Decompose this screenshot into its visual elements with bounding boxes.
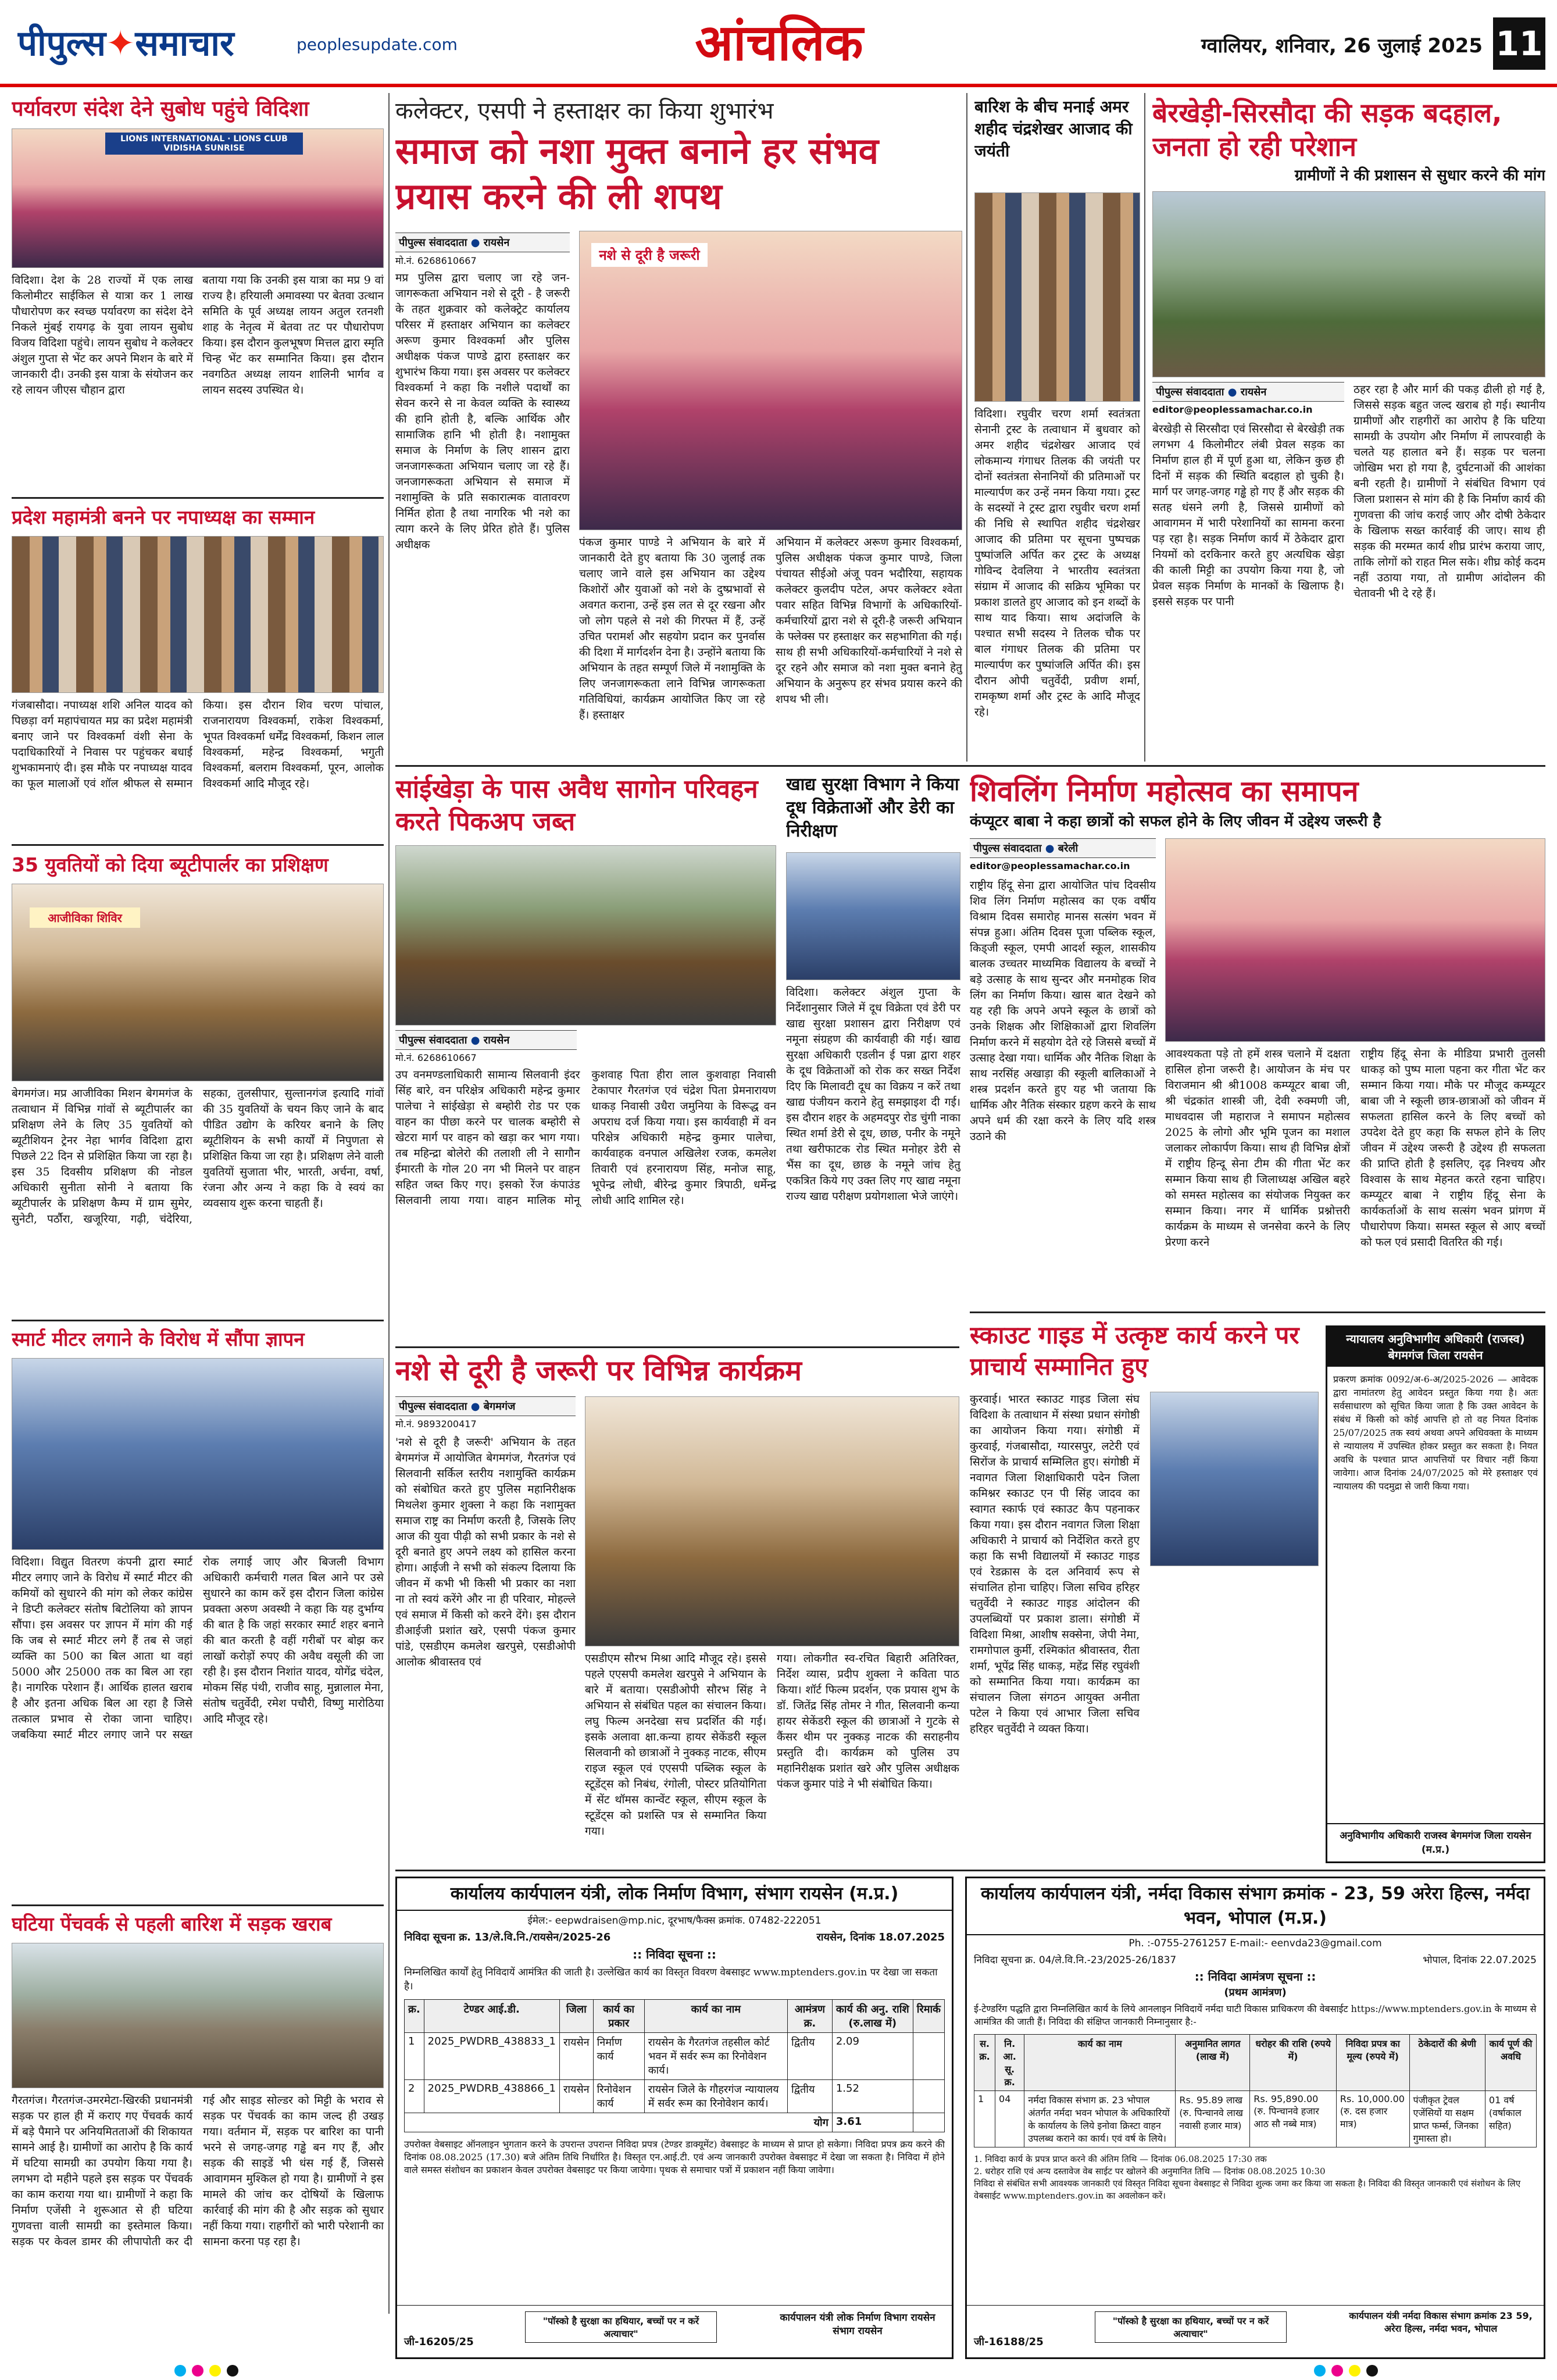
byline bbox=[970, 838, 1156, 858]
photo-banner: नशे से दूरी है जरूरी bbox=[591, 243, 708, 267]
section-title: आंचलिक bbox=[695, 14, 863, 72]
table-header: कार्य की अनु. राशि (रु.लाख में) bbox=[832, 2000, 913, 2033]
story-separator bbox=[395, 1346, 959, 1348]
headline: सांईखेड़ा के पास अवैध सागोन परिवहन करते पिकअप जब्त bbox=[395, 774, 758, 837]
table-row bbox=[405, 2033, 945, 2080]
magenta-mark-icon bbox=[192, 2365, 203, 2377]
table-cell: रिनोवेशन कार्य bbox=[593, 2080, 644, 2113]
story-body-col1: विदिशा। देश के 28 राज्यों में एक लाख किलोमीटर साईकिल से यात्रा कर 1 लाख पौधारोपण कर स्वच्छ पर्यावरण का संदेश देने निकले मुंबई रायगढ़ के युवा लायन सुबोध विजय विदिशा पहुंचे। लायन सुबोध ने कलेक्टर अंशुल गुप्ता से भेंट कर अपने मिशन के बारे में जानकारी दी। उनकी इस यात्रा के संयोजन कर रहे लायन जीएस चौहान द्वारा bbox=[12, 274, 193, 396]
page-number: 11 bbox=[1493, 17, 1545, 70]
byline bbox=[1152, 382, 1344, 402]
table-header: ठेकेदारों की श्रेणी bbox=[1409, 2035, 1485, 2091]
total-value: 3.61 bbox=[832, 2113, 913, 2132]
tender-title: कार्यालय कार्यपालन यंत्री, लोक निर्माण विभाग, संभाग रायसेन (म.प्र.) bbox=[397, 1878, 952, 1911]
story-separator bbox=[12, 844, 384, 846]
story-body: उप वनमण्डलाधिकारी सामान्य सिलवानी इंदर सिंह बारे, वन परिक्षेत्र अधिकारी महेन्द्र कुमार पालेचा ने सांईखेड़ा से बम्होरी रोड पर एक वाहन का पीछा करने पर चालक बम्होरी से खेटरा मार्ग पर वाहन को खड़ा कर भाग गया। तब महिन्द्रा बोलेरो की तलाशी ली ने सागौन ईमारती के गोल 20 नग भी मिलने पर वाहन सहित जब्त किए गए। इसको रेंज कंपाउंड सिलवानी लाया गया। वाहन मालिक मोनू कुशवाह पिता हीरा लाल कुशवाहा निवासी टेकापार गैरतगंज एवं चंद्रेश पिता प्रेमनारायण धाकड़ निवासी उधैरा जमुनिया के विरूद्ध वन अपराध दर्ज किया गया। इस कार्यवाही में वन परिक्षेत्र अधिकारी महेन्द्र कुमार पालेचा, कार्यवाहक वनपाल अखिलेश रजक, कमलेश तिवारी एवं हरनारायण सिंह, मनोज साहू, भूपेन्द्र लोधी, बीरेन्द्र कुमार त्रिपाठी, धर्मेन्द्र लोधी आदि शामिल रहे। bbox=[395, 1069, 776, 1207]
table-cell: द्वितीय bbox=[788, 2080, 833, 2113]
story-body: विदिशा। विद्युत वितरण कंपनी द्वारा स्मार्ट मीटर लगाए जाने के विरोध में स्मार्ट मीटर की कमियों को सुधारने की मांग को लेकर कांग्रेस ने डिप्टी कलेक्टर संतोष बिटोलिया को ज्ञापन सौंपा। इस अवसर पर ज्ञापन में मांग की गई कि जब से स्मार्ट मीटर लगे हैं तब से जहां व्यक्ति का 500 का बिल आता था वहां 5000 और 25000 तक का बिल आ रहा है। नागरिक परेशान हैं। आर्थिक हालत खराब है और इतना अधिक बिल आ रहा है जिसे तत्काल प्रभाव से रोका जाना चाहिए। जबकिया स्मार्ट मीटर लगाए जाने पर सख्त रोक लगाई जाए और बिजली विभाग अधिकारी कर्मचारी गलत बिल आने पर उसे सुधारने का काम करें इस दौरान जिला कांग्रेस प्रवक्ता अरुण अवस्थी ने कहा कि यह दुर्भाग्य की बात है कि जहां सरकार स्मार्ट शहर बनाने की बात करती है वहीं गरीबों पर बोझ कर लाखों करोड़ों रुपए की अवैध वसूली की जा रही है। इस दौरान निशांत यादव, योगेंद्र चंदेल, मोकम सिंह पंथी, राजीव साहू, मुन्नालाल मेना, संतोष चतुर्वेदी, रमेश पचौरी, विष्णु मारोठिया आदि मौजूद रहे। bbox=[12, 1556, 384, 1741]
tender-title: कार्यालय कार्यपालन यंत्री, नर्मदा विकास संभाग क्रमांक - 23, 59 अरेरा हिल्स, नर्मदा भवन, भोपाल (म.प्र.) bbox=[967, 1878, 1544, 1935]
photo-azad-statue bbox=[974, 192, 1140, 402]
table-cell: Rs. 95.89 लाख (रु. पिन्चानवे लाख नवासी हजार मात्र) bbox=[1176, 2091, 1250, 2147]
mobile-number: मो.नं. 6268610667 bbox=[395, 1052, 477, 1063]
byline-name: पीपुल्स संवाददाता bbox=[973, 842, 1042, 855]
column-divider bbox=[966, 93, 967, 762]
story-scout-guide bbox=[970, 1320, 1319, 1866]
tender-notes bbox=[967, 2151, 1544, 2238]
tender-ref-date: भोपाल, दिनांक 22.07.2025 bbox=[1423, 1954, 1537, 1966]
total-label: योग bbox=[405, 2113, 833, 2132]
headline: खाद्य सुरक्षा विभाग ने किया दूध विक्रेताओं और डेरी का निरीक्षण bbox=[786, 774, 959, 841]
table-cell: Rs. 95,890.00 (रु. पिन्चानवे हजार आठ सौ नब्बे मात्र) bbox=[1250, 2091, 1337, 2147]
story-body-col1: कुरवाई। भारत स्काउट गाइड जिला संघ विदिशा के तत्वाधान में संस्था प्रधान संगोष्ठी का आयोजन किया गया। संगोष्ठी में कुरवाई, गंजबासौदा, ग्यारसपुर, लटेरी एवं सिरोंज के प्राचार्य सम्मिलित हुए। संगोष्ठी में नवागत जिला शिक्षाधिकारी पदेन जिला कमिश्नर स्काउट एन पी सिंह जादव का स्वागत स्कार्फ एवं स्काउट कैप पहनाकर किया गया। इस दौरान नवागत जिला शिक्षा अधिकारी ने प्राचार्य को निर्देशित करते हुए कहा कि सभी विद्यालयों में स्काउट गाइड एवं रेडक्रास के दल अनिवार्य रूप से संचालित होना चाहिए। जिला सचिव हरिहर चतुर्वेदी ने स्काउट गाइड आंदोलन की उपलब्धियों पर प्रकाश डाला। संगोष्ठी में विदिशा मिश्रा, आशीष सक्सेना, जेपी नेमा, रामगोपाल कुर्मी, रश्मिकांत श्रीवास्तव, रीता शर्मा, भूपेंद्र सिंह धाकड़, महेंद्र सिंह रघुवंशी को सम्मानित किया गया। कार्यक्रम का संचालन जिला संगठन आयुक्त अनीता पटेल ने किया एवं आभार जिला सचिव हरिहर चतुर्वेदी ने व्यक्त किया। bbox=[970, 1393, 1140, 1735]
photo-training-camp bbox=[12, 884, 384, 1081]
table-total-row bbox=[405, 2113, 945, 2132]
story-body-col3: अभियान में कलेक्टर अरूण कुमार विश्वकर्मा, पुलिस अधीक्षक पंकज कुमार पाण्डे, जिला पंचायत सीईओ अंजू पवन भदौरिया, सहायक कलेक्टर कुलदीप पटेल, अपर कलेक्टर श्वेता पवार सहित विभिन्न विभागों के अधिकारियों-कर्मचारियों द्वारा नशे से दूरी-है जरूरी अभियान के फ्लेक्स पर हस्ताक्षर कर सहभागिता की गई। साथ ही सभी अधिकारियों-कर्मचारियों ने नशे से दूर रहने और समाज को नशा मुक्त बनाने हेतु अभियान के अनुरूप हर संभव प्रयास करने की शपथ भी ली। bbox=[776, 536, 962, 706]
byline-name: पीपुल्स संवाददाता bbox=[1156, 386, 1224, 398]
byline bbox=[395, 1396, 576, 1416]
note-item: 1. निविदा कार्य के प्रपत्र प्राप्त करने की अंतिम तिथि — दिनांक 06.08.2025 17:30 तक bbox=[974, 2154, 1267, 2164]
cyan-mark-icon bbox=[174, 2365, 186, 2377]
table-cell: रायसेन जिले के गौहरगंज न्यायालय में सर्वर रूम का रिनोवेशन कार्य। bbox=[644, 2080, 787, 2113]
table-header: कार्य का नाम bbox=[1024, 2035, 1176, 2091]
table-cell: निर्माण कार्य bbox=[593, 2033, 644, 2080]
tender-intro: ई-टेण्डरिंग पद्धति द्वारा निम्नलिखित कार्य के लिये आनलाइन निविदायें नर्मदा घाटी विकास प्राधिकरण की वेबसाईट https://www.mptenders.gov.in के माध्यम से आमंत्रित की जाती हैं। निविदा की संक्षिप्त जानकारी निम्नानुसार है:- bbox=[974, 2003, 1537, 2027]
tender-ref-no: निविदा सूचना क्र. 04/ले.वि.नि.-23/2025-26/1837 bbox=[974, 1954, 1177, 1966]
story-nashe-se-doori bbox=[395, 1353, 959, 1865]
photo-dairy-inspection bbox=[786, 852, 960, 980]
table-header: कार्य का नाम bbox=[644, 2000, 787, 2033]
newspaper-logo[interactable] bbox=[17, 17, 291, 70]
website-link[interactable]: peoplesupdate.com bbox=[297, 35, 458, 54]
masthead bbox=[0, 0, 1557, 87]
headline: स्काउट गाइड में उत्कृष्ट कार्य करने पर प्राचार्य सम्मानित हुए bbox=[970, 1321, 1299, 1381]
story-body: गैरतगंज। गैरतगंज-उमरमेटा-खिरकी प्रधानमंत्री सड़क पर हाल ही में कराए गए पेंचवर्क कार्य में बड़े पैमाने पर अनियमितताओं की शिकायत सामने आई है। ग्रामीणों का आरोप है कि कार्य में घटिया सामग्री का उपयोग किया गया है। लगभग दो महीने पहले इस सड़क पर पेंचवर्क का काम कराया गया था। ग्रामीणों ने कहा कि निर्माण एजेंसी ने शुरूआत से ही घटिया गुणवत्ता वाली सामग्री का इस्तेमाल किया। सड़क पर केवल डामर की लीपापोती कर दी गई और साइड सोल्डर को मिट्टी के भराव से सड़क पर पेंचवर्क का काम जल्द ही उखड़ गया। वर्तमान में, सड़क पर बारिश का पानी भरने से जगह-जगह गड्ढे बन गए हैं, और सड़क की साइडें भी धंस गई हैं, जिससे आवागमन मुश्किल हो गया है। ग्रामीणों ने इस मामले की जांच कर दोषियों के खिलाफ कार्रवाई की मांग की है और सड़क को सुधार नहीं किया गया। राहगीरों को भारी परेशानी का सामना करना पड़ रहा है। bbox=[12, 2094, 384, 2248]
headline: घटिया पेंचवर्क से पहली बारिश में सड़क खराब bbox=[12, 1913, 332, 1935]
tender-contact: ईमेल:- eepwdraisen@mp.nic, दूरभाष/फैक्स क्रमांक. 07482-222051 bbox=[527, 1915, 822, 1927]
table-cell: द्वितीय bbox=[788, 2033, 833, 2080]
story-body: बेगमगंज। मप्र आजीविका मिशन बेगमगंज के तत्वाधान में विभिन्न गांवों से ब्यूटीपार्लर का प्रशिक्षण लेने के लिए 35 युवतियों को ब्यूटीशियन ट्रेनर नेहा भार्गव विदिशा द्वारा पिछले 22 दिन से प्रशिक्षित किया जा रहा है। इस 35 दिवसीय प्रशिक्षण की नोडल अधिकारी सुनीता सोनी ने बताया कि ब्यूटीपार्लर के प्रशिक्षण कैम्प में ग्राम सुमेर, सुनेटी, पर्ठौरा, खजूरिया, गढ़ी, चंदेरिया, सहका, तुलसीपार, सुल्तानगंज इत्यादि गांवों की 35 युवतियों के चयन किए जाने के बाद पीडित उद्योग के करियर बनाने के लिए ब्यूटीशियन के सभी कार्यों में निपुणता से प्रशिक्षित किया जा रहा है। प्रशिक्षण लेने वाली युवतियों सुजाता भीर, भारती, अर्चना, वर्षा, रंजना और अन्य ने कहा कि वे स्वयं का व्यवसाय शुरू करना चाहती हैं। bbox=[12, 1087, 384, 1225]
court-notice bbox=[1326, 1325, 1545, 1863]
star-icon: ✦ bbox=[106, 23, 135, 64]
table-cell: 2025_PWDRB_438866_1 bbox=[424, 2080, 559, 2113]
tender-slogan: "पॉस्को है सुरक्षा का हथियार, बच्चों पर न करें अत्याचार" bbox=[525, 2311, 717, 2343]
tender-footnote: उपरोक्त वेबसाइट ऑनलाइन भुगतान करने के उपरान्त उपरान्त निविदा प्रपत्र (टेण्डर डाक्यूमेंट) वेबसाइट के माध्यम से प्राप्त हो सकेगा। निविदा प्रपत्र क्रय करने की दिनांक 08.08.2025 (17.30) बजे अंतिम तिथि निर्धारित है। विस्तृत एन.आई.टी. एवं अन्य जानकारी उपरोक्त वेबसाइट में देखा जा सकता है। निविदा में होने वाले समस्त संशोधन का प्रकाशन केवल उपरोक्त वेबसाइट पर किया जायेगा। पृथक से समाचार पत्रों में प्रकाशन नहीं किया जावेगा। bbox=[404, 2139, 945, 2175]
headline: समाज को नशा मुक्त बनाने हर संभव प्रयास करने की ली शपथ bbox=[395, 130, 879, 217]
table-cell: 04 bbox=[995, 2091, 1024, 2147]
story-napadhyaksh bbox=[12, 505, 384, 842]
table-cell: 2 bbox=[405, 2080, 424, 2113]
table-header: आमंत्रण क्र. bbox=[788, 2000, 833, 2033]
tender-subtitle-2: (प्रथम आमंत्रण) bbox=[1224, 1986, 1287, 1999]
table-header: जिला bbox=[560, 2000, 594, 2033]
byline-name: पीपुल्स संवाददाता bbox=[399, 1400, 467, 1413]
blue-dot-icon: ● bbox=[1045, 842, 1055, 855]
photo-damaged-road bbox=[12, 1943, 384, 2088]
table-header: नि. आ. सू. क्र. bbox=[995, 2035, 1024, 2091]
table-cell bbox=[913, 2033, 944, 2080]
table-cell: 2.09 bbox=[832, 2033, 913, 2080]
notice-signature: अनुविभागीय अधिकारी राजस्व बेगमगंज जिला रायसेन (म.प्र.) bbox=[1327, 1823, 1544, 1861]
story-body-col1: बेरखेड़ी से सिरसौदा एवं सिरसौदा से बेरखेड़ी तक लगभग 4 किलोमीटर लंबी प्रेवल सड़क का निर्माण हाल ही में पूर्ण हुआ था, लेकिन कुछ ही दिनों में सड़क की स्थिति बदहाल हो चुकी है। मार्ग पर जगह-जगह गड्ढे हो गए हैं और सड़क की सतह धंसने लगी है, जिससे ग्रामीणों को आवागमन में भारी परेशानियों का सामना करना पड़ रहा है। सड़क निर्माण कार्य में ठेकेदार द्वारा नियमों को दरकिनार करते हुए अत्यधिक खेड़ा की काली मिट्टी का उपयोग किया गया है, जो प्रेवल सड़क निर्माण के मानकों के खिलाफ है। इससे सड़क पर पानी bbox=[1152, 423, 1344, 608]
story-body-col2: पंकज कुमार पाण्डे ने अभियान के बारे में जानकारी देते हुए बताया कि 30 जुलाई तक चलाए जाने वाले इस अभियान का उद्देश्य किशोरों और युवाओं को नशे के दुष्प्रभावों से अवगत कराना, उन्हें इस लत से दूर रखना और जो लोग पहले से नशे की गिरफ्त में हैं, उन्हें उचित परामर्श और सहयोग प्रदान कर पुनर्वास की दिशा में मार्गदर्शन देना है। उन्होंने बताया कि अभियान के तहत सम्पूर्ण जिले में नशामुक्ति के लिए जनजागरूकता लाने विभिन्न जागरूकता गतिविधियां, कार्यक्रम आयोजित किए जा रहे हैं। हस्ताक्षर bbox=[579, 536, 765, 721]
mobile-number: मो.नं. 6268610667 bbox=[395, 255, 477, 266]
photo-gravel-road bbox=[1152, 191, 1545, 377]
story-body-col2: आवश्यकता पड़े तो हमें शस्त्र चलाने में दक्षता हासिल होना जरूरी है। आयोजन के मंच पर विराजमान श्री श्री1008 कम्प्यूटर बाबा जी, श्री चंद्रकांत शास्त्री जी, देवी रुक्मणी जी, माधवदास जी महाराज ने समापन महोत्सव 2025 के लोगो और भूमि पूजन का मशाल जलाकर लोकार्पण किया। साथ ही विभिन्न क्षेत्रों में राष्ट्रीय हिन्दू सेना टीम की गीता भेंट कर सम्मान किया साथ ही जिलाध्यक्ष अखिल बहरे को समस्त महोत्सव का संयोजक नियुक्त कर सम्मान किया। नगर में धार्मिक प्रश्नोत्तरी कार्यक्रम के माध्यम से जनसेवा करने के लिए प्रेरणा करने bbox=[1165, 1048, 1350, 1249]
logo-text-2: समाचार bbox=[135, 23, 234, 64]
table-header: क्र. bbox=[405, 2000, 424, 2033]
headline: 35 युवतियों को दिया ब्यूटीपार्लर का प्रशिक्षण bbox=[12, 853, 328, 876]
story-body-col2: एसडीएम सौरभ मिश्रा आदि मौजूद रहे। इससे पहले एएसपी कमलेश खरपुसे ने अभियान के बारे में बताया। एसडीओपी सौरभ सिंह ने अभियान से संबंधित पहल का संचालन किया। लघु फिल्म अनदेखा सच प्रदर्शित की गई। इसके अलावा क्षा.कन्या हायर सेकेंडरी स्कूल सिलवानी को छात्राओं ने नुक्कड़ नाटक, सीएम राइज स्कूल एवं एएसपी पब्लिक स्कूल के स्टूडेंट्स को निबंध, रंगोली, पोस्टर प्रतियोगिता में सेंट थॉमस कान्वेंट स्कूल, सीएम स्कूल के स्टूडेंट्स को प्रशस्ति पत्र से सम्मानित किया गया। bbox=[585, 1652, 766, 1838]
story-body-col1: मप्र पुलिस द्वारा चलाए जा रहे जन-जागरूकता अभियान नशे से दूरी - है जरूरी के तहत शुक्रवार को कलेक्ट्रेट कार्यालय परिसर में हस्ताक्षर अभियान का कलेक्टर अरूण कुमार विश्वकर्मा और पुलिस अधीक्षक पंकज पाण्डे द्वारा हस्ताक्षर कर शुभारंभ किया गया। इस अवसर पर कलेक्टर विश्वकर्मा ने कहा कि नशीले पदार्थों का सेवन करने से ना केवल व्यक्ति के स्वास्थ्य की हानि होती है, बल्कि आर्थिक और सामाजिक हानि भी होती है। नशामुक्त समाज के निर्माण के लिए शासन द्वारा जनजागरूकता अभियान चलाए जा रहे हैं। जनजागरूकता अभियान से समाज में नशामुक्ति के प्रति सकारात्मक वातावरण निर्मित होता है तथा नागरिक भी नशे का त्याग करने के लिए प्रेरित होते हैं। पुलिस अधीक्षक bbox=[395, 271, 570, 551]
table-cell: 2025_PWDRB_438833_1 bbox=[424, 2033, 559, 2080]
subhead: ग्रामीणों ने की प्रशासन से सुधार करने की मांग bbox=[1294, 167, 1545, 184]
story-azad-jayanti bbox=[974, 96, 1140, 759]
blue-dot-icon: ● bbox=[470, 1034, 480, 1046]
tender-notice-pwd bbox=[395, 1877, 954, 2359]
story-berkhedi-road bbox=[1152, 96, 1545, 759]
table-header: निविदा प्रपत्र का मूल्य (रुपये में) bbox=[1336, 2035, 1409, 2091]
story-body-col1: 'नशे से दूरी है जरूरी' अभियान के तहत बेगमगंज में आयोजित बेगमगंज, गैरतगंज एवं सिलवानी सर्किल स्तरीय नशामुक्ति कार्यक्रम को संबोधित करते हुए पुलिस महानिरीक्षक मिथलेश कुमार शुक्ला ने कहा कि नशामुक्त समाज राष्ट्र का निर्माण करती है, जिसके लिए आज की युवा पीढ़ी को सभी प्रकार के नशे से दूरी बनाते हुए अपने लक्ष्य को हासिल करना होगा। आईजी ने सभी को संकल्प दिलाया कि जीवन में कभी भी किसी भी प्रकार का नशा ना तो स्वयं करेंगे और ना ही परिवार, मोहल्ले एवं समाज में किसी को करने देंगे। इस दौरान डीआईजी प्रशांत खरे, एसपी पंकज कुमार पांडे, एसडीएम कमलेश खरपुसे, एसडीओपी आलोक श्रीवास्तव एवं bbox=[395, 1436, 576, 1668]
blue-dot-icon: ● bbox=[1227, 386, 1237, 398]
byline bbox=[395, 1030, 577, 1050]
table-header: धरोहर की राशि (रुपये में) bbox=[1250, 2035, 1337, 2091]
story-smart-meter bbox=[12, 1327, 384, 1902]
mobile-number: मो.नं. 9893200417 bbox=[395, 1418, 477, 1430]
story-separator bbox=[395, 765, 1545, 767]
story-body: विदिशा। कलेक्टर अंशुल गुप्ता के निर्देशानुसार जिले में दूध विक्रेता एवं डेरी पर खाद्य सुरक्षा प्रशासन द्वारा निरीक्षण एवं नमूना संग्रहण की कार्यवाही की गई। खाद्य सुरक्षा अधिकारी एडलीन ई पन्ना द्वारा शहर के दूध विक्रेताओं को रोक कर सख्त निर्देश दिए कि मिलावटी दूध का विक्रय न करें तथा खाद्य पंजीयन कराने हेतु समझाइश दी गई। इस दौरान शहर के अहमदपुर रोड चुंगी नाका स्थित शर्मा डेरी से दूध, छाछ, पनीर के नमूने तथा खरीफाटक रोड स्थित मनोहर डेरी से भैंस का दूध, छाछ के नमूने जांच हेतु एकत्रित किये गए उक्त लिए गए खाद्य नमूना राज्य खाद्य परीक्षण प्रयोगशाला भेजे जाएंगे। bbox=[786, 986, 960, 1203]
photo-banner: आजीविका शिविर bbox=[30, 907, 140, 928]
table-cell: रायसेन के गैरतगंज तहसील कोर्ट भवन में सर्वर रूम का रिनोवेशन कार्य। bbox=[644, 2033, 787, 2080]
photo-banner: LIONS INTERNATIONAL · LIONS CLUB VIDISHA SUNRISE bbox=[105, 133, 303, 155]
table-cell: पंजीकृत ट्रेवल एजेंसियों या सक्षम प्राप्त फर्म्स, जिनका गुमास्ता हो। bbox=[1409, 2091, 1485, 2147]
dateline: ग्वालियर, शनिवार, 26 जुलाई 2025 bbox=[1201, 34, 1483, 58]
photo-police-program bbox=[585, 1396, 959, 1646]
story-body: गंजबासौदा। नपाध्यक्ष शशि अनिल यादव को पिछड़ा वर्ग महापंचायत मप्र का प्रदेश महामंत्री बनाए जाने पर विश्वकर्मा वंशी सेना के पदाधिकारियों ने निवास पर पहुंचकर बधाई शुभकामनाएं दी। इस मौके पर नपाध्यक्ष यादव का फूल मालाओं एवं शॉल श्रीफल से सम्मान किया। इस दौरान शिव चरण पांचाल, राजनारायण विश्वकर्मा, राकेश विश्वकर्मा, भूपत विश्वकर्मा धर्मेंद्र विश्वकर्मा, किशन लाल विश्वकर्मा, महेन्द्र विश्वकर्मा, भगुती विश्वकर्मा, बलराम विश्वकर्मा, पूरन, आलोक विश्वकर्मा आदि मौजूद रहे। bbox=[12, 699, 384, 790]
story-food-safety bbox=[786, 773, 960, 1343]
print-registration-strip bbox=[0, 2360, 1557, 2380]
table-cell: नर्मदा विकास संभाग क्र. 23 भोपाल अंतर्गत नर्मदा भवन भोपाल के अधिकारियों के कार्यालय के लिये इनोवा क्रिस्टा वाहन उपलब्ध कराने का कार्य। एवं वर्ष के लिये। bbox=[1024, 2091, 1176, 2147]
photo-mahotsav-stage bbox=[1165, 838, 1545, 1042]
byline-place: रायसेन bbox=[483, 1034, 510, 1046]
tender-contact: Ph. :-0755-2761257 E-mail:- eenvda23@gmail.com bbox=[1129, 1938, 1382, 1949]
cyan-mark-icon bbox=[1314, 2365, 1326, 2377]
tender-code: जी-16188/25 bbox=[974, 2336, 1044, 2348]
headline: शिवलिंग निर्माण महोत्सव का समापन bbox=[970, 774, 1359, 808]
story-body-col2: ठहर रहा है और मार्ग की पकड़ ढीली हो गई है, जिससे सड़क बहुत जल्द खराब हो गई। स्थानीय ग्रामीणों और राहगीरों का आरोप है कि घटिया सामग्री के उपयोग और निर्माण में लापरवाही के चलते यह हालात बने हैं। सड़क पर चलना जोखिम भरा हो गया है, दुर्घटनाओं की आशंका बनी रहती है। ग्रामीणों ने संबंधित विभाग एवं जिला प्रशासन से मांग की है कि निर्माण कार्य की गुणवत्ता की जांच कराई जाए और दोषी ठेकेदार के खिलाफ सख्त कार्रवाई की जाए। साथ ही सड़क की मरम्मत कार्य शीघ्र प्रारंभ कराया जाए, ताकि लोगों को राहत मिल सके। शीघ्र कोई कदम नहीं उठाया गया, तो ग्रामीण आंदोलन की चेतावनी भी दे रहे हैं। bbox=[1354, 383, 1545, 600]
table-cell: रायसेन bbox=[560, 2033, 594, 2080]
byline-place: बेगमगंज bbox=[483, 1400, 516, 1413]
blue-dot-icon: ● bbox=[470, 237, 480, 249]
tender-code: जी-16205/25 bbox=[404, 2336, 474, 2348]
photo-cycle-rally bbox=[12, 128, 384, 268]
black-mark-icon bbox=[227, 2365, 238, 2377]
story-collector-oath bbox=[395, 96, 962, 759]
table-header: अनुमानित लागत (लाख में) bbox=[1176, 2035, 1250, 2091]
table-header: रिमार्क bbox=[913, 2000, 944, 2033]
story-saingon bbox=[395, 773, 776, 1343]
byline-name: पीपुल्स संवाददाता bbox=[399, 1034, 467, 1046]
photo-memorandum bbox=[12, 1358, 384, 1550]
email-link[interactable]: editor@peoplessamachar.co.in bbox=[970, 860, 1130, 871]
tender-signature: कार्यपालन यंत्री लोक निर्माण विभाग रायसेन संभाग रायसेन bbox=[780, 2312, 935, 2337]
kicker: कलेक्टर, एसपी ने हस्ताक्षर का किया शुभारंभ bbox=[395, 98, 774, 124]
photo-seized-pickup bbox=[395, 845, 776, 1025]
tender-subtitle: :: निविदा सूचना :: bbox=[633, 1947, 716, 1961]
story-ghatiya-road bbox=[12, 1911, 384, 2359]
table-cell: 1 bbox=[974, 2091, 995, 2147]
headline: पर्यावरण संदेश देने सुबोध पहुंचे विदिशा bbox=[12, 97, 309, 121]
column-divider bbox=[1144, 93, 1145, 762]
magenta-mark-icon bbox=[1331, 2365, 1343, 2377]
yellow-mark-icon bbox=[209, 2365, 221, 2377]
table-cell bbox=[913, 2080, 944, 2113]
story-body-col3: गया। लोकगीत स्व-रचित बिहारी अतिरिक्त, निर्देश व्यास, प्रदीप शुक्ला ने कविता पाठ किया। शॉर्ट फिल्म प्रदर्शन, एक प्रयास शुभ के डॉ. जितेंद्र सिंह तोमर ने गीत, सिलवानी कन्या हायर सेकेंडरी स्कूल की छात्राओं ने गुटके से कैंसर थीम पर नुक्कड़ नाटक की सराहनीय प्रस्तुति दी। कार्यक्रम को पुलिस उप महानिरीक्षक प्रशांत खरे और पुलिस अधीक्षक पंकज कुमार पांडे ने भी संबोधित किया। bbox=[777, 1652, 959, 1791]
table-header: कार्य का प्रकार bbox=[593, 2000, 644, 2033]
table-row bbox=[405, 2080, 945, 2113]
tender-ref-no: निविदा सूचना क्र. 13/ले.वि.नि./रायसेन/2025-26 bbox=[404, 1931, 611, 1943]
byline-place: रायसेन bbox=[483, 237, 510, 249]
notice-body: प्रकरण क्रमांक 0092/अ-6-अ/2025-2026 — आवेदक द्वारा नामांतरण हेतु आवेदन प्रस्तुत किया गया है। अतः सर्वसाधारण को सूचित किया जाता है कि उक्त आवेदन के संबंध में किसी को कोई आपत्ति हो तो वह नियत दिनांक 25/07/2025 तक स्वयं अथवा अपने अधिवक्ता के माध्यम से न्यायालय में उपस्थित होकर प्रस्तुत कर सकता है। नियत अवधि के पश्चात प्राप्त आपत्तियों पर विचार नहीं किया जावेगा। आज दिनांक 24/07/2025 को मेरे हस्ताक्षर एवं न्यायालय की पदमुद्रा से जारी किया गया। bbox=[1333, 1374, 1538, 1492]
table-row bbox=[974, 2091, 1537, 2147]
table-cell: Rs. 10,000.00 (रु. दस हजार मात्र) bbox=[1336, 2091, 1409, 2147]
column-divider bbox=[388, 93, 390, 2314]
byline-place: बरेली bbox=[1058, 842, 1079, 855]
note-item: निविदा से संबंधित सभी आवश्यक जानकारी एवं विस्तृत निविदा सूचना वेबसाइट से निविदा शुल्क जमा कर किया जा सकता है। निविदा की विस्तृत जानकारी एवं संशोधन के लिए वेबसाईट www.mptenders.gov.in का अवलोकन करें। bbox=[974, 2178, 1521, 2201]
tender-slogan: "पॉस्को है सुरक्षा का हथियार, बच्चों पर न करें अत्याचार" bbox=[1095, 2311, 1287, 2343]
tender-table bbox=[974, 2034, 1537, 2147]
tender-signature: कार्यपालन यंत्री नर्मदा विकास संभाग क्रमांक 23 59, अरेरा हिल्स, नर्मदा भवन, भोपाल bbox=[1349, 2310, 1533, 2334]
story-vidisha-cycle bbox=[12, 96, 384, 497]
story-body-col2: बताया गया कि उनकी इस यात्रा का मप्र 9 वां राज्य है। हरियाली अमावस्या पर बेतवा उत्थान समिति के पूर्व अध्यक्ष लायन अतुल रतनशी शाह के नेतृत्व में बेतवा तट पर पौधारोपण किया। इस दौरान कुलभूषण मित्तल द्वारा स्मृति चिन्ह भेंट कर सम्मानित किया। इस दौरान नवगठित अध्यक्ष लायन शालिनी भार्गव व लायन सदस्य उपस्थित थे। bbox=[202, 274, 384, 396]
photo-felicitation bbox=[12, 536, 384, 693]
story-body-col1: राष्ट्रीय हिंदू सेना द्वारा आयोजित पांच दिवसीय शिव लिंग निर्माण महोत्सव का एक वर्षीय विश्राम दिवस समारोह मानस सत्संग भवन में संपन्न हुआ। अंतिम दिवस पूजा पब्लिक स्कूल, किड्जी स्कूल, एमपी आदर्श स्कूल, शासकीय बालक उच्चतर माध्यमिक विद्यालय के बच्चों ने बड़े उत्साह के साथ सुन्दर और मनमोहक शिव लिंग का निर्माण किया। खास बात देखने को यह रही कि अपने अपने स्कूल के छात्रों को उनके शिक्षक और शिक्षिकाओं द्वारा शिवलिंग निर्माण करने में सहयोग देते रहे जिससे बच्चों में उत्साह देखा गया। धार्मिक और नैतिक शिक्षा के साथ नरसिंह अखाड़ा की स्कूली बालिकाओं ने शस्त्र प्रदर्शन करते हुए यह भी जताया कि धार्मिक और नैतिक संस्कार ग्रहण करने के साथ अपने धर्म की रक्षा करने के लिए यदि शस्त्र उठाने की bbox=[970, 879, 1156, 1143]
byline bbox=[395, 233, 570, 252]
table-cell: 01 वर्ष (वर्षाकाल सहित) bbox=[1485, 2091, 1536, 2147]
photo-oath-ceremony bbox=[579, 231, 962, 530]
table-header: टेण्डर आई.डी. bbox=[424, 2000, 559, 2033]
note-item: 2. धरोहर राशि एवं अन्य दस्तावेज वेब साईट पर खोलने की अनुमानित तिथि — दिनांक 08.08.2025 10:30 bbox=[974, 2166, 1326, 2177]
tender-intro: निम्नलिखित कार्यों हेतु निविदायें आमंत्रित की जाती है। उल्लेखित कार्य का विस्तृत विवरण वेबसाइट www.mptenders.gov.in पर देखा जा सकता है। bbox=[404, 1967, 938, 1992]
story-separator bbox=[12, 1320, 384, 1321]
headline: नशे से दूरी है जरूरी पर विभिन्न कार्यक्रम bbox=[395, 1355, 802, 1387]
headline: प्रदेश महामंत्री बनने पर नपाध्यक्ष का सम्मान bbox=[12, 506, 315, 528]
tender-ref-date: रायसेन, दिनांक 18.07.2025 bbox=[816, 1931, 945, 1943]
byline-name: पीपुल्स संवाददाता bbox=[399, 237, 467, 249]
story-separator bbox=[12, 1904, 384, 1906]
table-header: स. क्र. bbox=[974, 2035, 995, 2091]
blue-dot-icon: ● bbox=[470, 1400, 480, 1413]
headline: बारिश के बीच मनाई अमर शहीद चंद्रशेखर आजाद की जयंती bbox=[974, 97, 1133, 160]
story-body: विदिशा। रघुवीर चरण शर्मा स्वतंत्रता सेनानी ट्रस्ट के तत्वाधान में बुधवार को अमर शहीद चंद्रशेखर आजाद एवं लोकमान्य गंगाधर तिलक की जयंती पर दोनों स्वतंत्रता सेनानियों की प्रतिमाओं पर माल्यार्पण कर उन्हें नमन किया गया। ट्रस्ट के सदस्यों ने ट्रस्ट द्वारा रघुवीर चरण शर्मा की निधि से स्थापित शहीद चंद्रशेखर आजाद की प्रतिमा पर सूचना पुष्पचक्र पुष्पांजलि अर्पित कर ट्रस्ट के अध्यक्ष गोविन्द देवलिया ने भारतीय स्वतंत्रता संग्राम में आजाद की सक्रिय भूमिका पर प्रकाश डालते हुए आजाद को इन शब्दों के साथ याद किया। साथ अदांजलि के पश्चात सभी सदस्य ने तिलक चौक पर बाल गंगाधर तिलक की प्रतिमा पर माल्यार्पण कर पुष्पांजलि अर्पित की। इस दौरान ओपी चतुर्वेदी, प्रवीण शर्मा, रामकृष्ण शर्मा और ट्रस्ट के आदि मौजूद रहे। bbox=[974, 408, 1140, 719]
story-separator bbox=[12, 497, 384, 499]
table-cell: 1 bbox=[405, 2033, 424, 2080]
tender-notice-nvda bbox=[965, 1877, 1545, 2359]
notice-title: न्यायालय अनुविभागीय अधिकारी (राजस्व) बेगमगंज जिला रायसेन bbox=[1327, 1327, 1544, 1367]
headline: स्मार्ट मीटर लगाने के विरोध में सौंपा ज्ञापन bbox=[12, 1328, 305, 1350]
table-header: कार्य पूर्ण की अवधि bbox=[1485, 2035, 1536, 2091]
yellow-mark-icon bbox=[1349, 2365, 1360, 2377]
tender-table bbox=[404, 1999, 945, 2132]
black-mark-icon bbox=[1366, 2365, 1378, 2377]
tender-subtitle: :: निविदा आमंत्रण सूचना :: bbox=[1194, 1970, 1316, 1984]
photo-scout-seminar bbox=[1150, 1392, 1319, 1566]
subhead: कंप्यूटर बाबा ने कहा छात्रों को सफल होने के लिए जीवन में उद्देश्य जरूरी है bbox=[970, 813, 1381, 830]
story-separator bbox=[395, 1870, 1545, 1871]
story-body-col3: राष्ट्रीय हिंदू सेना के मीडिया प्रभारी तुलसी धाकड़ को पुष्प माला पहना कर गीता भेंट कर सम्मान किया गया। मौके पर मौजूद कम्प्यूटर बाबा जी ने स्कूली छात्र-छात्राओं को जीवन में सफलता हासिल करने के लिए बच्चों को उपदेश देते हुए कहा कि सफल होने के लिए जीवन में उद्देश्य जरूरी है उद्देश्य ही सफलता की प्राप्ति होती है इसलिए, दृढ़ निश्चय और विश्वास के साथ मेहनत करते रहना चाहिए। कम्प्यूटर बाबा ने राष्ट्रीय हिंदू सेना के कार्यकर्ताओं के साथ सत्संग भवन प्रांगण में पौधारोपण किया। समस्त स्कूल से आए बच्चों को फल एवं प्रसादी वितरित की गई। bbox=[1360, 1048, 1545, 1249]
story-beauty-parlor bbox=[12, 852, 384, 1317]
email-link[interactable]: editor@peoplessamachar.co.in bbox=[1152, 404, 1313, 415]
logo-text-1: पीपुल्स bbox=[17, 23, 106, 64]
table-cell: रायसेन bbox=[560, 2080, 594, 2113]
story-separator bbox=[970, 1311, 1545, 1313]
headline: बेरखेड़ी-सिरसौदा की सड़क बदहाल, जनता हो रही परेशान bbox=[1152, 97, 1502, 162]
table-cell: 1.52 bbox=[832, 2080, 913, 2113]
byline-place: रायसेन bbox=[1240, 386, 1267, 398]
story-shivling bbox=[970, 773, 1545, 1308]
